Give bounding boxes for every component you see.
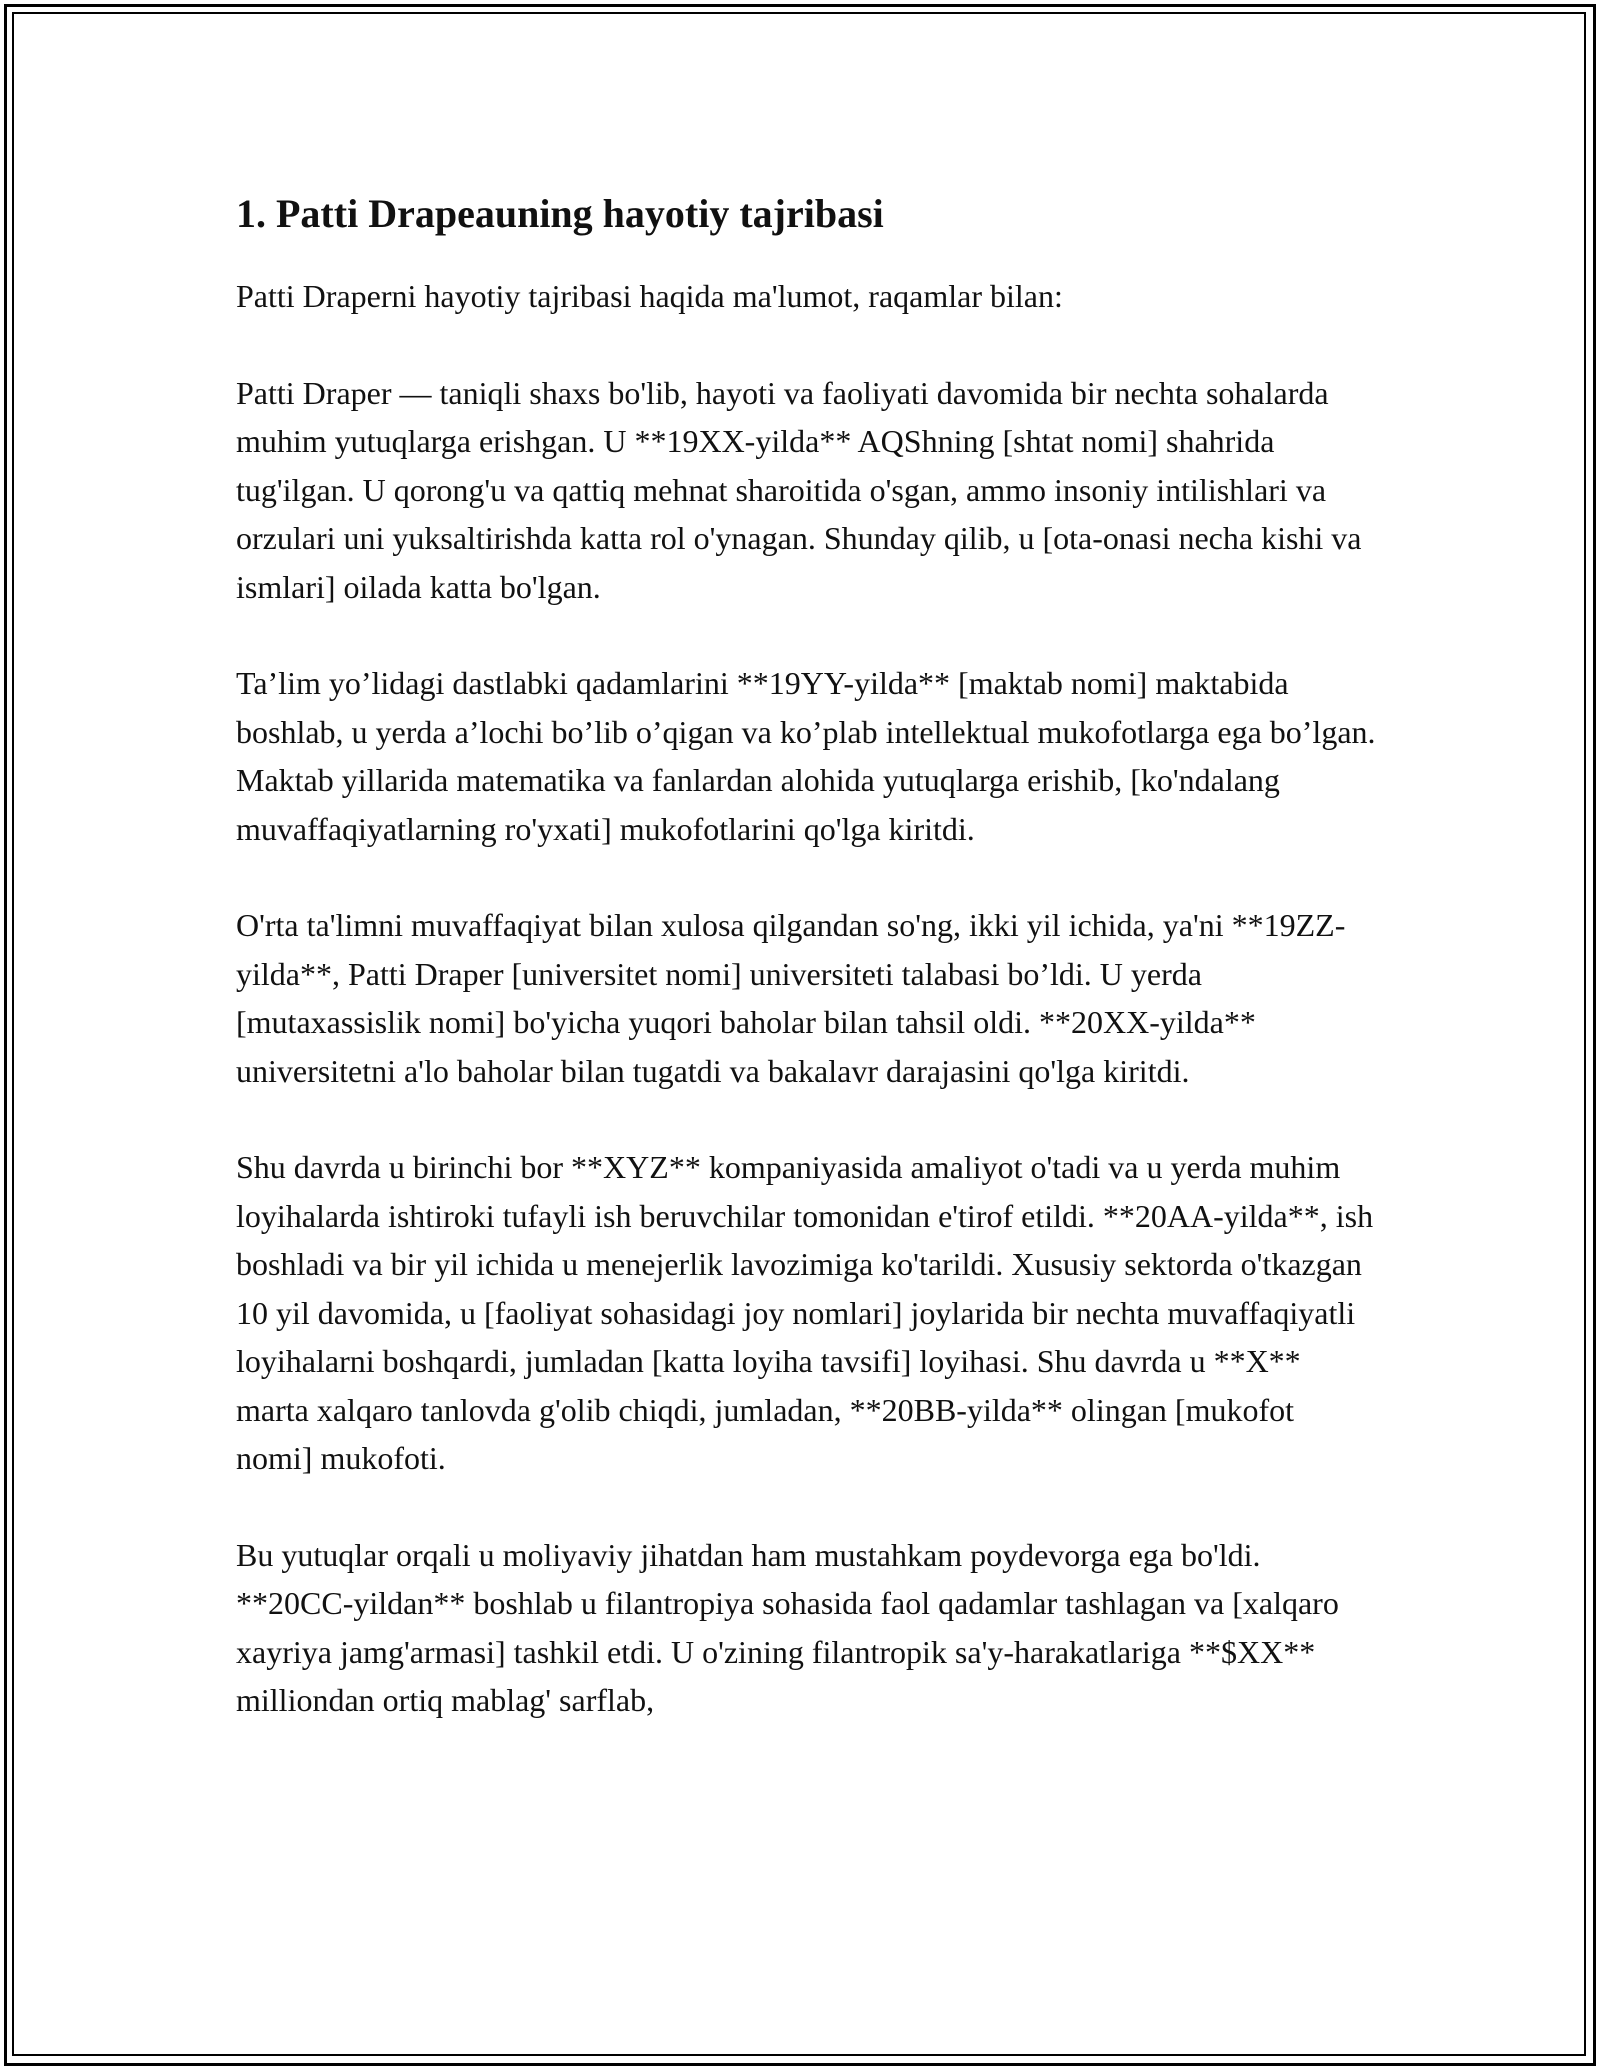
school-paragraph: Ta’lim yo’lidagi dastlabki qadamlarini **19YY-yilda** [maktab nomi] maktabida boshlab, u yerda a’lochi bo’lib o’qigan va ko’plab intellektual mukofotlarga ega bo’lgan. Maktab yillarida matematika va fanlardan alohida yutuqlarga erishib, [ko'ndalang muvaffaqiyatlarning ro'yxati] mukofotlarini qo'lga kiritdi. [236, 665, 1376, 847]
philanthropy-paragraph: Bu yutuqlar orqali u moliyaviy jihatdan ham mustahkam poydevorga ega bo'ldi. **20CC-yildan** boshlab u filantropiya sohasida faol qadamlar tashlagan va [xalqaro xayriya jamg'armasi] tashkil etdi. U o'zining filantropik sa'y-harakatlariga **$XX** milliondan ortiq mablag' sarflab, [236, 1536, 1339, 1718]
career-paragraph: Shu davrda u birinchi bor **XYZ** kompaniyasida amaliyot o'tadi va u yerda muhim loyihalarda ishtiroki tufayli ish beruvchilar tomonidan e'tirof etildi. **20AA-yilda**, ish boshladi va bir yil ichida u menejerlik lavozimiga ko'tarildi. Xususiy sektorda o'tkazgan 10 yil davomida, u [faoliyat sohasidagi joy nomlari] joylarida bir nechta muvaffaqiyatli loyihalarni boshqardi, jumladan [katta loyiha tavsifi] loyihasi. Shu davrda u **X** marta xalqaro tanlovda g'olib chiqdi, jumladan, **20BB-yilda** olingan [mukofot nomi] mukofoti. [236, 1149, 1374, 1476]
birth-paragraph: Patti Draper — taniqli shaxs bo'lib, hayoti va faoliyati davomida bir nechta sohalarda muhim yutuqlarga erishgan. U **19XX-yilda** AQShning [shtat nomi] shahrida tug'ilgan. U qorong'u va qattiq mehnat sharoitida o'sgan, ammo insoniy intilishlari va orzulari uni yuksaltirishda katta rol o'ynagan. Shunday qilib, u [ota-onasi necha kishi va ismlari] oilada katta bo'lgan. [236, 374, 1362, 605]
university-paragraph: O'rta ta'limni muvaffaqiyat bilan xulosa qilgandan so'ng, ikki yil ichida, ya'ni **19ZZ-yilda**, Patti Draper [universitet nomi] universiteti talabasi bo’ldi. U yerda [mutaxassislik nomi] bo'yicha yuqori baholar bilan tahsil oldi. **20XX-yilda** universitetni a'lo baholar bilan tugatdi va bakalavr darajasini qo'lga kiritdi. [236, 907, 1346, 1089]
section-heading: 1. Patti Drapeauning hayotiy tajribasi [236, 191, 884, 236]
document-body [236, 188, 1376, 1773]
intro-paragraph: Patti Draperni hayotiy tajribasi haqida ma'lumot, raqamlar bilan: [236, 278, 1063, 314]
